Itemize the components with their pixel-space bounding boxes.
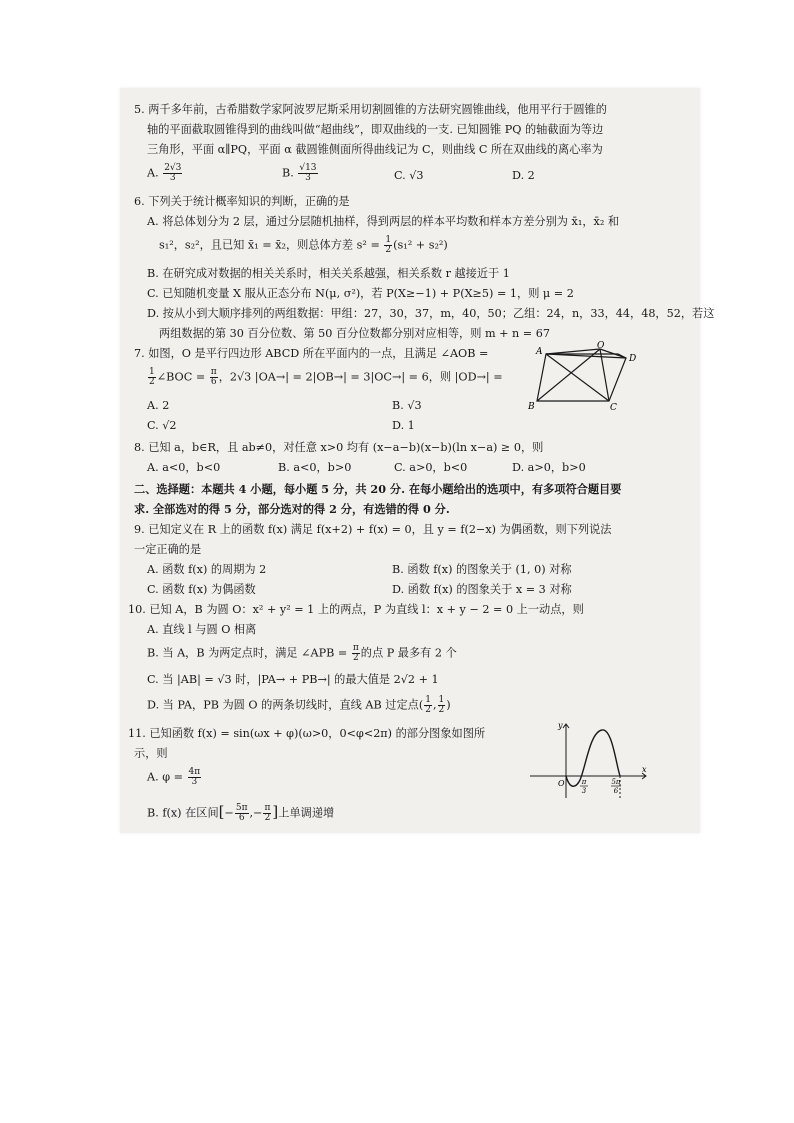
q6-option-c: C. 已知随机变量 X 服从正态分布 N(μ, σ²)，若 P(X≥−1) + P(X≥5) = 1，则 μ = 2: [147, 287, 574, 300]
q8-stem: 8. 已知 a，b∈R，且 ab≠0，对任意 x>0 均有 (x−a−b)(x−b)(ln x−a) ≥ 0，则: [134, 441, 544, 454]
q5-line1: 5. 两千多年前，古希腊数学家阿波罗尼斯采用切割圆锥的方法研究圆锥曲线，他用平行于圆锥的: [134, 103, 607, 116]
q8-option-c: C. a>0，b<0: [394, 461, 468, 474]
q8-option-a: A. a<0，b<0: [147, 461, 221, 474]
q6-stem: 6. 下列关于统计概率知识的判断，正确的是: [134, 195, 350, 208]
q11-b-fraction-1: $\frac{5\pi}{6}$: [235, 803, 248, 823]
q10-option-d: D. 当 PA，PB 为圆 O 的两条切线时，直线 AB 过定点( $\frac{1}{2}$ , $\frac{1}{2}$ ): [147, 695, 451, 715]
q10-d-fraction-1: $\frac{1}{2}$: [425, 695, 431, 715]
q10-b-fraction: $\frac{\pi}{2}$: [352, 643, 359, 663]
q6-option-d-line2: 两组数据的第 30 百分位数、第 50 百分位数都分别对应相等，则 m + n = 67: [159, 327, 550, 340]
q5-line2: 轴的平面截取圆锥得到的曲线叫做“超曲线”，即双曲线的一支. 已知圆锥 PQ 的轴截面为等边: [147, 123, 604, 136]
diagonal-ac: [546, 354, 609, 401]
q11-stem-line2: 示，则: [134, 747, 168, 760]
label-b: B: [528, 402, 535, 412]
section2-heading-line1: 二、选择题：本题共 4 小题，每小题 5 分，共 20 分. 在每小题给出的选项中，有多项符合题目要: [134, 482, 622, 496]
q5-line3: 三角形，平面 α∥PQ，平面 α 截圆锥侧面所得曲线记为 C，则曲线 C 所在双曲线的离心率为: [147, 143, 603, 156]
q6-option-d-line1: D. 按从小到大顺序排列的两组数据：甲组：27，30，37，m，40，50；乙组：24，n，33，44，48，52，若这: [147, 307, 715, 320]
q7-option-b: B. √3: [392, 399, 422, 412]
q11-stem-line1: 11. 已知函数 f(x) = sin(ωx + φ)(ω>0，0<φ<2π) 的部分图象如图所: [128, 727, 486, 740]
q8-option-b: B. a<0，b>0: [278, 461, 352, 474]
q5-option-a: [147, 164, 183, 183]
q7-pi-six-fraction: $\frac{\pi}{6}$: [210, 367, 217, 387]
parallelogram-abcd: [537, 354, 626, 401]
q5-a-fraction: $\frac{2√3}{3}$: [164, 163, 182, 183]
q11-b-fraction-2: $\frac{\pi}{2}$: [264, 803, 271, 823]
q7-parallelogram-figure: [528, 340, 640, 412]
label-a: A: [536, 347, 543, 357]
q7-option-c: C. √2: [147, 419, 177, 432]
svg-text:π: π: [581, 778, 587, 786]
q9-stem-line1: 9. 已知定义在 R 上的函数 f(x) 满足 f(x+2) + f(x) = 0，且 y = f(2−x) 为偶函数，则下列说法: [134, 523, 612, 536]
q5-option-d: D. 2: [512, 169, 535, 182]
tick-pi-over-3: [580, 778, 588, 795]
q6-option-b: B. 在研究成对数据的相关关系时，相关关系越强，相关系数 r 越接近于 1: [147, 267, 510, 280]
section2-heading-line2: 求. 全部选对的得 5 分，部分选对的得 2 分，有选错的得 0 分.: [134, 502, 450, 516]
svg-text:3: 3: [581, 787, 587, 795]
q9-option-a: A. 函数 f(x) 的周期为 2: [147, 563, 267, 576]
q9-option-d: D. 函数 f(x) 的图象关于 x = 3 对称: [392, 583, 572, 596]
q7-half-fraction: $\frac{1}{2}$: [149, 367, 155, 387]
q8-option-d: D. a>0，b>0: [512, 461, 586, 474]
q9-option-b: B. 函数 f(x) 的图象关于 (1, 0) 对称: [392, 563, 572, 576]
q5-option-c: C. √3: [394, 169, 424, 182]
segment-oa: [546, 349, 600, 354]
q7-stem-line2: $\frac{1}{2}$ ∠BOC = $\frac{\pi}{6}$ ，2√3 |OA→| = 2|OB→| = 3|OC→| = 6，则 |OD→| =: [149, 367, 503, 387]
q5-a-label: A.: [147, 166, 159, 180]
q7-stem-line1: 7. 如图，O 是平行四边形 ABCD 所在平面内的一点，且满足 ∠AOB =: [134, 347, 489, 360]
q5-option-b: [282, 164, 319, 183]
q7-option-d: D. 1: [392, 419, 415, 432]
label-d: D: [629, 354, 637, 364]
q9-option-c: C. 函数 f(x) 为偶函数: [147, 583, 256, 596]
origin-label: O: [558, 779, 565, 788]
q10-option-a: A. 直线 l 与圆 O 相离: [147, 623, 257, 636]
q9-stem-line2: 一定正确的是: [134, 543, 202, 556]
q6-option-a-line1: A. 将总体划分为 2 层，通过分层随机抽样，得到两层的样本平均数和样本方差分别为 x̄₁，x̄₂ 和: [147, 215, 620, 228]
segment-ad: [546, 354, 626, 358]
q11-sine-graph: [528, 720, 650, 802]
x-axis-label: x: [642, 765, 647, 774]
label-c: C: [610, 403, 617, 412]
q5-b-label: B.: [282, 166, 294, 180]
q10-d-fraction-2: $\frac{1}{2}$: [438, 695, 445, 715]
q10-option-b: B. 当 A，B 为两定点时，满足 ∠APB = $\frac{\pi}{2}$ 的点 P 最多有 2 个: [147, 643, 457, 663]
q10-stem: 10. 已知 A，B 为圆 O：x² + y² = 1 上的两点，P 为直线 l：x + y − 2 = 0 上一动点，则: [128, 603, 584, 616]
q11-option-a: A. φ = $\frac{4\pi}{3}$: [147, 767, 201, 787]
y-axis-label: y: [558, 721, 563, 730]
q11-a-fraction: $\frac{4\pi}{3}$: [188, 767, 201, 787]
q10-option-c: C. 当 |AB| = √3 时，|PA→ + PB→| 的最大值是 2√2 + 1: [147, 673, 439, 686]
svg-text:5π: 5π: [611, 778, 621, 786]
q11-option-b: B. f(x) 在区间[− $\frac{5\pi}{6}$ ,− $\frac{\pi}{2}$ ]上单调递增: [147, 802, 335, 823]
exam-sheet: [120, 88, 715, 833]
q6-a-fraction: $\frac{1}{2}$: [385, 235, 392, 255]
label-o: O: [597, 341, 605, 351]
q6-option-a-line2: s₁²，s₂²，且已知 x̄₁ = x̄₂，则总体方差 s² = $\frac{1}{2}$ (s₁² + s₂²): [159, 235, 448, 255]
q7-option-a: A. 2: [147, 399, 170, 412]
q5-b-fraction: $\frac{√13}{3}$: [299, 163, 317, 183]
svg-text:6: 6: [613, 787, 619, 795]
